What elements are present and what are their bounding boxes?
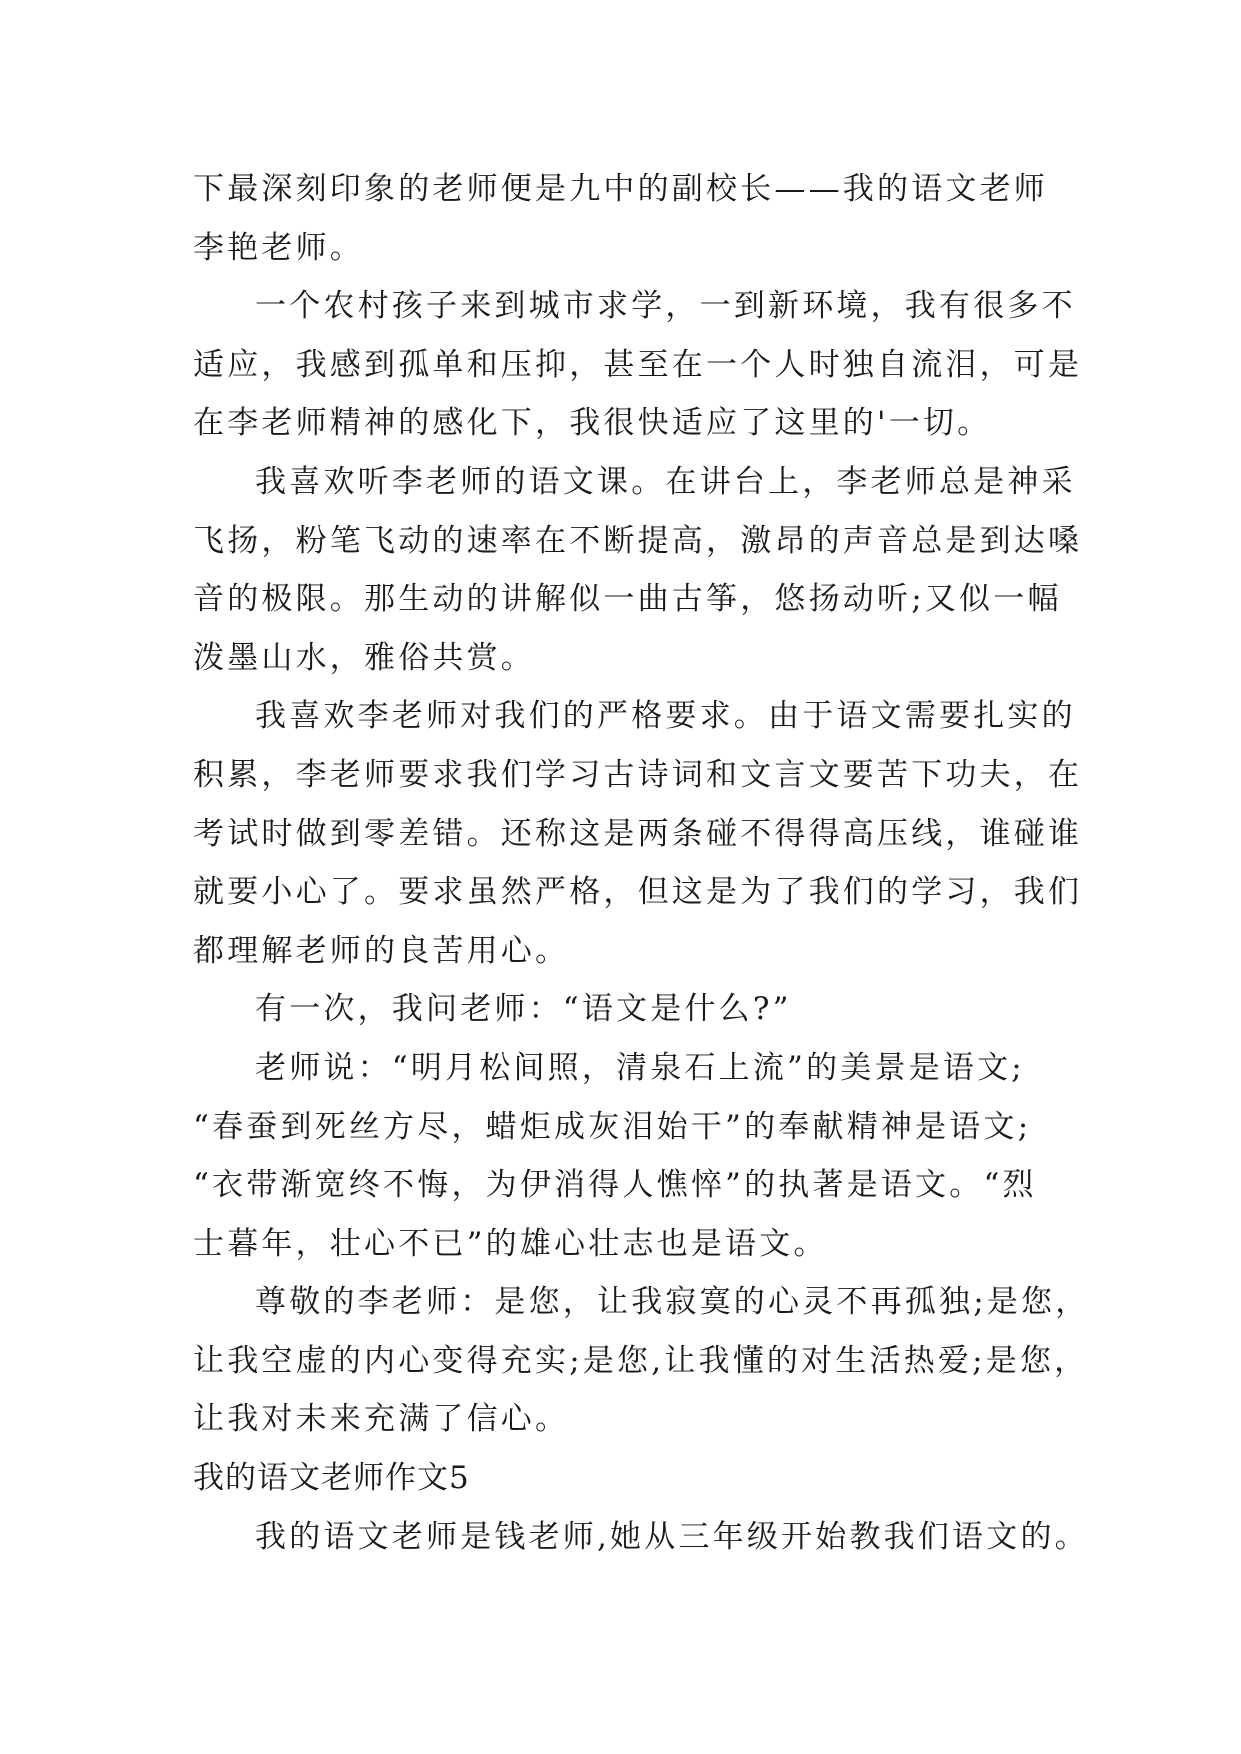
paragraph-start-line: 尊敬的李老师：是您，让我寂寞的心灵不再孤独;是您， <box>255 1284 1090 1321</box>
text-line: 让我对未来充满了信心。 <box>193 1401 570 1438</box>
paragraph-start-line: 我喜欢听李老师的语文课。在讲台上，李老师总是神采 <box>255 463 1076 500</box>
text-line: 飞扬，粉笔飞动的速率在不断提高，激昂的声音总是到达嗓 <box>193 522 1083 559</box>
text-line: “春蚕到死丝方尽，蜡炬成灰泪始干”的奉献精神是语文; <box>193 1108 1032 1145</box>
text-line: 考试时做到零差错。还称这是两条碰不得得高压线，谁碰谁 <box>193 815 1083 852</box>
paragraph-start-line: 有一次，我问老师：“语文是什么?” <box>255 991 792 1028</box>
paragraph-start-line: 我喜欢李老师对我们的严格要求。由于语文需要扎实的 <box>255 698 1076 735</box>
text-line: 就要小心了。要求虽然严格，但这是为了我们的学习，我们 <box>193 874 1083 911</box>
text-line: 让我空虚的内心变得充实;是您,让我懂的对生活热爱;是您， <box>193 1342 1089 1379</box>
paragraph-start-line: 老师说：“明月松间照，清泉石上流”的美景是语文; <box>255 1049 1025 1086</box>
text-line: 下最深刻印象的老师便是九中的副校长——我的语文老师 <box>193 171 1048 207</box>
essay-body <box>193 160 1090 1566</box>
text-line: 适应，我感到孤单和压抑，甚至在一个人时独自流泪，可是 <box>193 346 1083 383</box>
text-line: “衣带渐宽终不悔，为伊消得人憔悴”的执著是语文。“烈 <box>193 1167 1037 1204</box>
text-line: 都理解老师的良苦用心。 <box>193 932 570 969</box>
text-line: 士暮年，壮心不已”的雄心壮志也是语文。 <box>193 1225 828 1262</box>
paragraph-start-line: 一个农村孩子来到城市求学，一到新环境，我有很多不 <box>255 288 1076 325</box>
section-heading: 我的语文老师作文5 <box>193 1460 470 1497</box>
text-line: 在李老师精神的感化下，我很快适应了这里的'一切。 <box>193 405 992 442</box>
paragraph-start-line: 我的语文老师是钱老师,她从三年级开始教我们语文的。 <box>255 1518 1089 1555</box>
text-line: 李艳老师。 <box>193 229 364 266</box>
text-line: 音的极限。那生动的讲解似一曲古筝，悠扬动听;又似一幅 <box>193 581 1062 618</box>
text-line: 积累，李老师要求我们学习古诗词和文言文要苦下功夫，在 <box>193 756 1083 793</box>
text-line: 泼墨山水，雅俗共赏。 <box>193 639 535 676</box>
